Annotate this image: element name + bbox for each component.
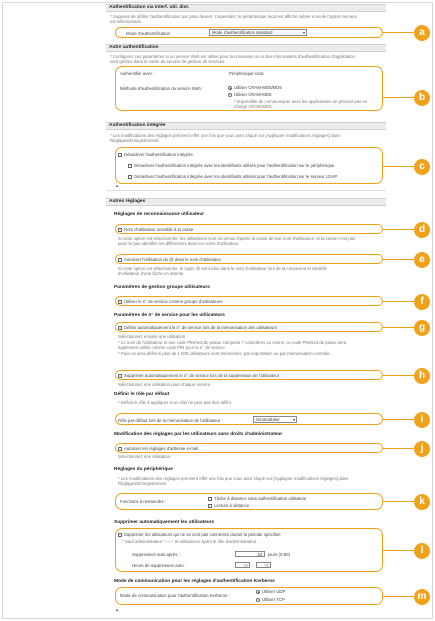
- highlight-i: [115, 413, 383, 425]
- delete-after-unit: jours (0-60): [268, 552, 290, 557]
- callout-badge-c: c: [414, 159, 430, 175]
- radio-label: Utiliser TCP: [262, 597, 285, 603]
- dept-note-2: également utilisé comme code PIN pour le n° de service.: [118, 345, 226, 350]
- remote-ui-note-1: * Suppose de définir l'authentification par pass devers. Cependant, le périphérique local est affiché même si seule l'option Serveur: [110, 14, 358, 19]
- checkbox-label: Désactiver l'authentification intégrée avec les identifiants utilisés pour l'authentification sur le périphérique: [134, 163, 335, 169]
- callout-badge-k: k: [414, 494, 430, 510]
- radio-label: Utiliser CRAM-MD5: [234, 92, 272, 98]
- checkbox-label: Désactiver l'authentification intégrée: [124, 152, 193, 158]
- checkbox-label: Définir automatiquement le n° de service lors de la mémorisation des utilisateurs: [124, 325, 277, 331]
- checkbox-label: Nom d'utilisateur sensible à la casse: [124, 227, 194, 233]
- integrated-note-2: Réglages/Enregistrement.: [110, 138, 160, 143]
- highlight-d: [115, 224, 383, 234]
- integrated-note-1: * Les modifications des réglages prennent effet une fois que vous avez cliqué sur [Appliquer modifications réglages] dans: [110, 133, 341, 138]
- callout-badge-g: g: [414, 320, 430, 336]
- delete-after-label: Suppression auto après :: [132, 552, 180, 557]
- subsection-dept-settings: Paramètres de n° de service pour les utilisateurs: [114, 313, 225, 318]
- other-auth-note-1: * Configurez ces paramètres si un service Web est utilisé pour la connexion ou si des informations d'authentification d'application: [110, 54, 355, 59]
- checkbox-label: Supprimer automatiquement le n° de service lors de la suppression de l'utilisateur: [124, 373, 280, 379]
- checkbox-label: Lecture à distance: [214, 503, 250, 509]
- restrict-functions-label: Fonctions à restreindre :: [120, 499, 167, 504]
- auth-mode-label: Mode d'authentification :: [126, 31, 173, 36]
- callout-badge-a: a: [414, 25, 430, 41]
- callout-badge-e: e: [414, 252, 430, 268]
- leader-line-c: [383, 166, 414, 167]
- autodel-note: * Sauf administrateur "-----" et utilisateurs ayant le rôle d'administrateur.: [122, 539, 258, 544]
- auth-with-label: Authentifier avec :: [120, 71, 155, 76]
- callout-badge-l: l: [414, 543, 430, 559]
- leader-line-h: [383, 375, 414, 376]
- device-note-1: * Les modifications des réglages prennent effet une fois que vous avez cliqué sur [Appliquer modifications réglages] dans: [118, 476, 349, 481]
- subsection-default-role: Définir le rôle par défaut: [114, 392, 170, 397]
- checkbox-label: Tâche à distance sans authentification utilisateur: [214, 496, 307, 502]
- highlight-e: [115, 254, 383, 264]
- leader-line-b: [383, 97, 414, 98]
- leader-line-i: [383, 419, 414, 420]
- leader-line-m: [383, 596, 414, 597]
- other-auth-note-2: sont gérées dans le cadre du service de gestion de services.: [110, 59, 226, 64]
- case-note-2: peut ne pas identifier les différences dans les noms d'utilisateur.: [118, 241, 240, 246]
- dept-note-0: Sélectionnez ensuite une utilisation.: [118, 334, 187, 339]
- section-title-integrated-auth: Authentification intégrée: [109, 123, 166, 128]
- callout-badge-f: f: [414, 294, 430, 310]
- checkbox-label: Autoriser l'utilisation du @ dans le nom d'utilisateur: [124, 257, 222, 263]
- leader-line-d: [383, 229, 414, 230]
- device-note-2: Réglages/Enregistrement.: [118, 481, 168, 486]
- section-title-remote-ui-auth: Authentification via interf. util. dist.: [109, 5, 190, 10]
- leader-line-e: [383, 259, 414, 260]
- checkbox-label: Supprimer les utilisateurs qui ne se sont pas connectés durant la période spécifiée: [124, 532, 281, 538]
- delete-time-minute-input[interactable]: 00: [256, 562, 271, 568]
- highlight-a: [115, 27, 383, 38]
- leader-line-j: [383, 448, 414, 449]
- subsection-non-admin: Modification des réglages par les utilisateurs sans droits d'administrateur: [114, 432, 283, 437]
- dept-note-3: * Pour ne sera défini si plus de 1 000 utilisateurs sont mémorisés, par importation ou par mémorisation normale.: [118, 351, 331, 356]
- delete-after-input[interactable]: 10: [235, 551, 265, 557]
- time-separator: :: [252, 563, 254, 568]
- email-note: Sélectionnez une utilisation.: [118, 454, 172, 459]
- collapse-up-icon[interactable]: ▲: [115, 607, 119, 612]
- default-role-label: Rôle par défaut lors de la mémorisation de l'utilisateur :: [118, 418, 223, 423]
- auth-with-value: Périphérique local: [229, 71, 264, 76]
- callout-badge-i: i: [414, 412, 430, 428]
- collapse-up-icon[interactable]: ▲: [115, 183, 119, 188]
- highlight-j: [115, 443, 383, 453]
- checkbox-label: Désactiver l'authentification intégrée avec les identifiants utilisés pour l'authentification sur le serveur LDAP: [134, 174, 338, 180]
- subsection-auto-delete-users: Supprimer automatiquement les utilisateurs: [114, 520, 215, 525]
- callout-badge-b: b: [414, 90, 430, 106]
- remote-ui-note-2: est sélectionnée.: [110, 19, 143, 24]
- radio-label: Utiliser UDP: [262, 589, 286, 595]
- subsection-device-settings: Réglages du périphérique: [114, 467, 173, 472]
- default-role-select[interactable]: GeneralUser ▾: [253, 416, 297, 423]
- highlight-c: [115, 147, 383, 184]
- delete-time-hour-input[interactable]: 00: [235, 562, 250, 568]
- at-note-2: d'utilisateur d'une tâche en attente.: [118, 271, 185, 276]
- highlight-h: [115, 370, 383, 380]
- checkbox-label: Autoriser les réglages d'adresse e-mail: [124, 446, 199, 452]
- web-auth-method-label: Méthode d'authentification du service Web :: [120, 86, 204, 91]
- at-note-1: Si cette option est sélectionnée, le signe @ est inclus dans le nom d'utilisateur lors de la connexion et identifié: [118, 266, 327, 271]
- section-title-other-settings: Autres réglages: [109, 199, 146, 204]
- subsection-user-recognition: Réglages de reconnaissance utilisateur: [114, 212, 205, 217]
- auth-mode-select[interactable]: Mode d'authentification standard ▾: [209, 29, 307, 36]
- highlight-f: [115, 296, 383, 306]
- leader-line-a: [383, 32, 414, 33]
- highlight-b: [115, 66, 383, 111]
- dept-note-1: * Le nom de l'utilisateur et son code PIN/mot de passe comporte 7 caractères ou moins, ce code PIN/mot de passe sera: [118, 340, 347, 345]
- checkbox-label: Utiliser le n° de service comme groupe d'utilisateurs: [124, 299, 223, 305]
- subsection-kerberos: Mode de communication pour les réglages d'authentification Kerberos: [114, 579, 275, 584]
- subsection-user-group: Paramètres de gestion groupe utilisateurs: [114, 285, 210, 290]
- case-note-1: Si cette option est sélectionnée, les utilisateurs sont reconnus d'après la casse de leur nom d'utilisateur. Si la casse n'est pas: [118, 236, 356, 241]
- role-note: * Définit le rôle à appliquer si un rôle ne peut pas être défini.: [118, 400, 232, 405]
- kerberos-mode-label: Mode de communication pour l'authentification Kerberos :: [120, 593, 230, 598]
- divider: [106, 190, 386, 191]
- callout-badge-d: d: [414, 222, 430, 238]
- callout-badge-j: j: [414, 441, 430, 457]
- callout-badge-m: m: [414, 589, 430, 605]
- leader-line-f: [383, 301, 414, 302]
- cram-note-1: * Impossible de communiquer avec les applications ne prenant pas en: [234, 99, 368, 104]
- leader-line-g: [383, 327, 414, 328]
- deldept-note: Sélectionnez une utilisation pour chaque service.: [118, 382, 212, 387]
- highlight-k: [115, 493, 383, 510]
- section-header-other-settings: [106, 198, 386, 206]
- highlight-g: [115, 322, 383, 332]
- delete-time-label: Heure de suppression auto :: [132, 563, 186, 568]
- leader-line-l: [383, 550, 414, 551]
- radio-label: Utiliser CRAM-MD5/MD5: [234, 85, 282, 91]
- highlight-m: [115, 587, 383, 605]
- cram-note-2: charge CRAM-MD5.: [234, 104, 273, 109]
- section-title-other-auth: Autre authentification: [109, 45, 159, 50]
- leader-line-k: [383, 501, 414, 502]
- callout-badge-h: h: [414, 368, 430, 384]
- highlight-l: [115, 528, 383, 572]
